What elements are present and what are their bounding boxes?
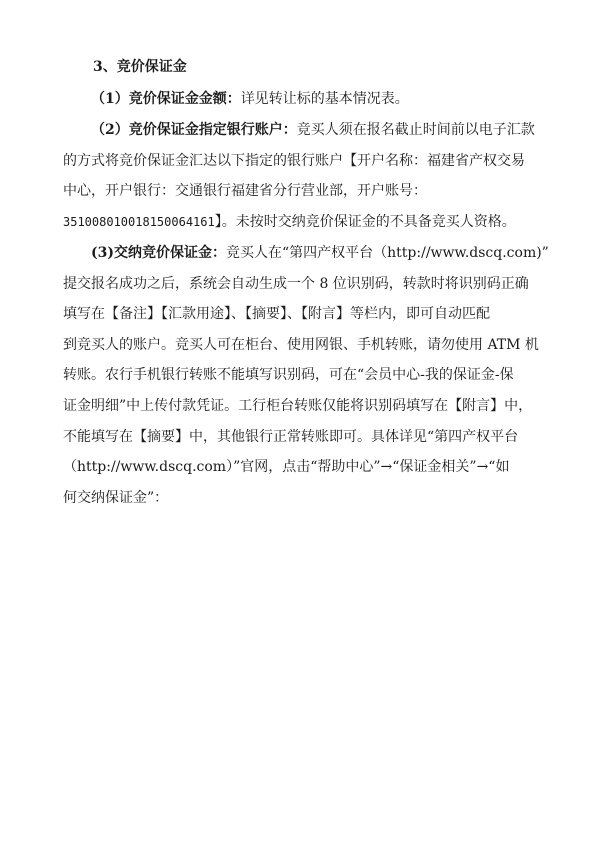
- payment-line-7: 不能填写在【摘要】中，其他银行正常转账即可。具体详见“第四产权平台: [63, 428, 519, 445]
- paragraph-deposit-amount: [63, 84, 543, 115]
- paragraph-payment-method: [63, 238, 549, 513]
- deposit-amount-text: 详见转让标的基本情况表。: [240, 91, 409, 107]
- payment-line-3: 填写在【备注】【汇款用途】、【摘要】、【附言】等栏内，即可自动匹配: [63, 306, 490, 323]
- payment-line-5: 转账。农行手机银行转账不能填写识别码，可在“会员中心-我的保证金-保: [63, 367, 514, 384]
- bank-account-line-1: （2）竞价保证金指定银行账户：竞买人须在报名截止时间前以电子汇款: [91, 122, 535, 138]
- deposit-amount-label: （1）竞价保证金金额：: [91, 91, 241, 107]
- payment-line-1: (3)交纳竞价保证金：竞买人在“第四产权平台（http://www.dscq.com)”: [91, 245, 549, 261]
- bank-account-line-2: 的方式将竞价保证金汇达以下指定的银行账户【开户名称：福建省产权交易: [63, 152, 525, 169]
- payment-line-2: 提交报名成功之后，系统会自动生成一个 8 位识别码，转款时将识别码正确: [63, 275, 529, 292]
- section-heading: 3、竞价保证金: [93, 59, 187, 75]
- bank-account-line-4: 351008010018150064161】。未按时交纳竞价保证金的不具备竞买人资格。: [63, 213, 516, 230]
- payment-line-9: 何交纳保证金”：: [63, 489, 169, 506]
- payment-line-6: 证金明细”中上传付款凭证。工行柜台转账仅能将识别码填写在【附言】中，: [63, 397, 533, 414]
- bank-account-label: （2）竞价保证金指定银行账户：: [91, 122, 297, 138]
- account-number: 351008010018150064161: [63, 214, 215, 229]
- payment-label: (3)交纳竞价保证金：: [91, 245, 226, 261]
- payment-line-8: （http://www.dscq.com）”官网，点击“帮助中心”→“保证金相关”→“如: [63, 459, 510, 476]
- paragraph-bank-account: [63, 115, 543, 237]
- payment-line-4: 到竞买人的账户。竞买人可在柜台、使用网银、手机转账，请勿使用 ATM 机: [63, 336, 539, 353]
- bank-account-line-3: 中心，开户银行：交通银行福建省分行营业部，开户账号：: [63, 183, 427, 200]
